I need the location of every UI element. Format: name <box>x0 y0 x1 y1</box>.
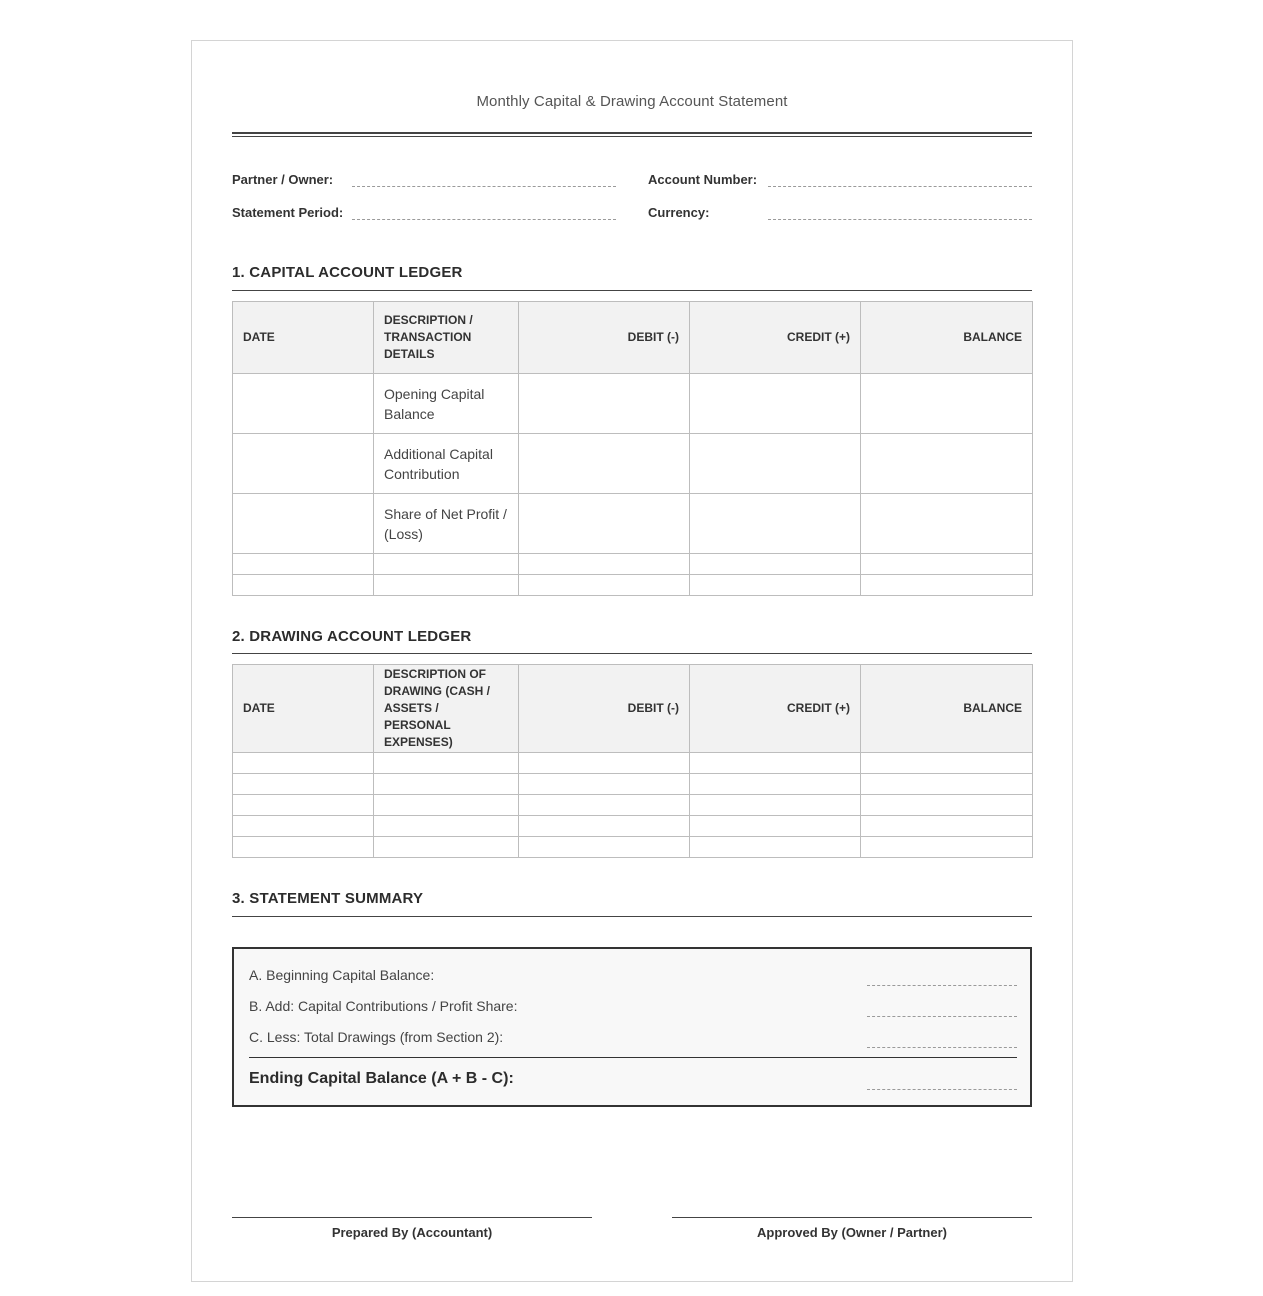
balance-cell[interactable] <box>861 374 1033 434</box>
date-cell[interactable] <box>233 795 374 816</box>
currency-field[interactable] <box>648 203 1032 223</box>
drawing-ledger-table <box>232 664 1033 858</box>
description-cell[interactable] <box>374 837 519 858</box>
beginning-balance-label: A. Beginning Capital Balance: <box>249 967 435 983</box>
credit-cell[interactable] <box>690 434 861 494</box>
prepared-by-block <box>232 1217 592 1240</box>
date-cell[interactable] <box>233 837 374 858</box>
capital-col-credit: CREDIT (+) <box>690 302 861 374</box>
credit-cell[interactable] <box>690 795 861 816</box>
balance-cell[interactable] <box>861 753 1033 774</box>
balance-cell[interactable] <box>861 554 1033 575</box>
capital-col-description: DESCRIPTION / TRANSACTION DETAILS <box>374 302 519 374</box>
description-cell[interactable] <box>374 554 519 575</box>
credit-cell[interactable] <box>690 374 861 434</box>
approved-by-signature-line[interactable] <box>672 1217 1032 1218</box>
additions-label: B. Add: Capital Contributions / Profit Share: <box>249 998 518 1014</box>
capital-ledger-heading: 1. CAPITAL ACCOUNT LEDGER <box>232 264 463 281</box>
beginning-balance-line[interactable] <box>867 985 1017 986</box>
balance-cell[interactable] <box>861 575 1033 596</box>
account-number-field[interactable] <box>648 170 1032 190</box>
drawings-row <box>249 1027 1017 1051</box>
partner-owner-field[interactable] <box>232 170 616 190</box>
balance-cell[interactable] <box>861 795 1033 816</box>
description-cell[interactable] <box>374 575 519 596</box>
summary-box <box>232 947 1032 1107</box>
drawings-label: C. Less: Total Drawings (from Section 2): <box>249 1029 504 1045</box>
capital-col-balance: BALANCE <box>861 302 1033 374</box>
statement-period-label: Statement Period: <box>232 205 344 220</box>
table-row <box>233 837 1033 858</box>
drawing-col-debit: DEBIT (-) <box>519 665 690 753</box>
ending-balance-line[interactable] <box>867 1089 1017 1090</box>
credit-cell[interactable] <box>690 554 861 575</box>
debit-cell[interactable] <box>519 434 690 494</box>
capital-ledger-table <box>232 301 1033 596</box>
description-cell[interactable]: Additional Capital Contribution <box>374 434 519 494</box>
description-cell[interactable] <box>374 774 519 795</box>
debit-cell[interactable] <box>519 795 690 816</box>
debit-cell[interactable] <box>519 494 690 554</box>
statement-period-field[interactable] <box>232 203 616 223</box>
drawing-header-row <box>233 665 1033 753</box>
statement-page <box>191 40 1073 1282</box>
currency-label: Currency: <box>648 205 710 220</box>
date-cell[interactable] <box>233 494 374 554</box>
ending-balance-row <box>249 1069 1017 1093</box>
info-row-1 <box>232 170 1032 190</box>
account-number-label: Account Number: <box>648 172 758 187</box>
date-cell[interactable] <box>233 816 374 837</box>
drawing-ledger-rule <box>232 653 1032 654</box>
drawing-col-credit: CREDIT (+) <box>690 665 861 753</box>
date-cell[interactable] <box>233 434 374 494</box>
debit-cell[interactable] <box>519 816 690 837</box>
drawings-line[interactable] <box>867 1047 1017 1048</box>
table-row <box>233 816 1033 837</box>
title-double-rule <box>232 132 1032 137</box>
table-row <box>233 753 1033 774</box>
additions-row <box>249 996 1017 1020</box>
balance-cell[interactable] <box>861 774 1033 795</box>
approved-by-label: Approved By (Owner / Partner) <box>757 1225 947 1240</box>
account-number-line[interactable] <box>768 186 1032 187</box>
credit-cell[interactable] <box>690 816 861 837</box>
table-row <box>233 774 1033 795</box>
balance-cell[interactable] <box>861 434 1033 494</box>
table-row <box>233 575 1033 596</box>
table-row <box>233 434 1033 494</box>
description-cell[interactable]: Opening Capital Balance <box>374 374 519 434</box>
approved-by-block <box>672 1217 1032 1240</box>
capital-col-date: DATE <box>233 302 374 374</box>
prepared-by-label: Prepared By (Accountant) <box>331 1225 493 1240</box>
capital-col-debit: DEBIT (-) <box>519 302 690 374</box>
credit-cell[interactable] <box>690 837 861 858</box>
drawing-ledger-heading: 2. DRAWING ACCOUNT LEDGER <box>232 628 472 645</box>
beginning-balance-row <box>249 965 1017 989</box>
credit-cell[interactable] <box>690 494 861 554</box>
balance-cell[interactable] <box>861 816 1033 837</box>
table-row <box>233 554 1033 575</box>
balance-cell[interactable] <box>861 837 1033 858</box>
statement-period-line[interactable] <box>352 219 616 220</box>
additions-line[interactable] <box>867 1016 1017 1017</box>
description-cell[interactable] <box>374 753 519 774</box>
drawing-col-description: DESCRIPTION OF DRAWING (CASH / ASSETS / PERSONAL EXPENSES) <box>374 665 519 753</box>
currency-line[interactable] <box>768 219 1032 220</box>
credit-cell[interactable] <box>690 774 861 795</box>
table-row <box>233 795 1033 816</box>
debit-cell[interactable] <box>519 374 690 434</box>
partner-owner-label: Partner / Owner: <box>232 172 334 187</box>
credit-cell[interactable] <box>690 575 861 596</box>
drawing-col-date: DATE <box>233 665 374 753</box>
capital-ledger-rule <box>232 290 1032 291</box>
date-cell[interactable] <box>233 774 374 795</box>
summary-rule <box>232 916 1032 917</box>
debit-cell[interactable] <box>519 837 690 858</box>
ending-balance-label: Ending Capital Balance (A + B - C): <box>249 1070 514 1087</box>
date-cell[interactable] <box>233 374 374 434</box>
summary-heading: 3. STATEMENT SUMMARY <box>232 890 424 907</box>
debit-cell[interactable] <box>519 554 690 575</box>
description-cell[interactable]: Share of Net Profit / (Loss) <box>374 494 519 554</box>
date-cell[interactable] <box>233 575 374 596</box>
debit-cell[interactable] <box>519 575 690 596</box>
balance-cell[interactable] <box>861 494 1033 554</box>
partner-owner-line[interactable] <box>352 186 616 187</box>
table-row <box>233 494 1033 554</box>
date-cell[interactable] <box>233 753 374 774</box>
summary-divider <box>249 1057 1017 1058</box>
table-row <box>233 374 1033 434</box>
date-cell[interactable] <box>233 554 374 575</box>
document-title: Monthly Capital & Drawing Account Statement <box>476 93 788 110</box>
description-cell[interactable] <box>374 795 519 816</box>
description-cell[interactable] <box>374 816 519 837</box>
debit-cell[interactable] <box>519 774 690 795</box>
prepared-by-signature-line[interactable] <box>232 1217 592 1218</box>
credit-cell[interactable] <box>690 753 861 774</box>
capital-header-row <box>233 302 1033 374</box>
info-row-2 <box>232 203 1032 223</box>
debit-cell[interactable] <box>519 753 690 774</box>
drawing-col-balance: BALANCE <box>861 665 1033 753</box>
